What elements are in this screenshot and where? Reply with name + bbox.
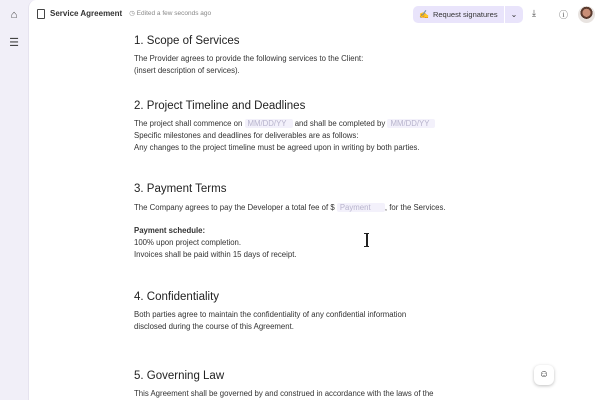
text: The project shall commence on <box>134 119 243 128</box>
avatar[interactable] <box>578 6 595 23</box>
payment-field[interactable]: Payment <box>337 203 385 212</box>
paragraph-line: Invoices shall be paid within 15 days of receipt. <box>134 250 297 259</box>
feedback-smiley-icon[interactable]: ☺ <box>534 365 554 385</box>
help-icon[interactable]: ⓘ <box>559 10 569 20</box>
section-heading: 5. Governing Law <box>134 370 225 382</box>
toolbar <box>29 0 600 30</box>
payment-schedule-label: Payment schedule: <box>134 226 206 235</box>
section-heading: 3. Payment Terms <box>134 183 227 195</box>
download-icon[interactable]: ⤓ <box>532 8 536 18</box>
document-title[interactable]: Service Agreement <box>50 9 123 18</box>
paragraph-line: (insert description of services). <box>134 66 240 75</box>
clock-icon: ◷ <box>129 10 137 17</box>
home-icon[interactable]: ⌂ <box>10 9 18 21</box>
paragraph-line: Both parties agree to maintain the confidentiality of any confidential information <box>134 310 407 319</box>
document-panel <box>28 0 600 400</box>
outline-list-icon[interactable]: ☰ <box>9 37 19 49</box>
paragraph-line <box>134 203 446 212</box>
text: The Company agrees to pay the Developer a total fee of $ <box>134 203 335 212</box>
text-cursor-icon <box>364 233 369 247</box>
paragraph-line: Specific milestones and deadlines for deliverables are as follows: <box>134 131 359 140</box>
edited-status <box>129 8 211 20</box>
paragraph-line: 100% upon project completion. <box>134 238 242 247</box>
paragraph-line: The Provider agrees to provide the following services to the Client: <box>134 54 364 63</box>
request-signatures-button[interactable] <box>413 6 523 23</box>
signature-icon: ✍ <box>419 10 429 19</box>
edited-text: Edited a few seconds ago <box>136 10 212 17</box>
sidebar <box>0 0 28 400</box>
start-date-field[interactable]: MM/DD/YY <box>245 119 293 128</box>
section-heading: 2. Project Timeline and Deadlines <box>134 100 306 112</box>
document-icon <box>37 9 45 19</box>
chevron-down-icon[interactable]: ⌄ <box>510 10 518 19</box>
section-heading: 1. Scope of Services <box>134 35 240 47</box>
text: and shall be completed by <box>294 119 386 128</box>
end-date-field[interactable]: MM/DD/YY <box>387 119 435 128</box>
paragraph-line: This Agreement shall be governed by and construed in accordance with the laws of the <box>134 389 434 398</box>
paragraph-line: disclosed during the course of this Agreement. <box>134 322 294 331</box>
paragraph-line: Any changes to the project timeline must be agreed upon in writing by both parties. <box>134 143 420 152</box>
title-bar <box>50 8 211 20</box>
section-heading: 4. Confidentiality <box>134 291 220 303</box>
paragraph-line <box>134 119 435 128</box>
text: , for the Services. <box>384 203 446 212</box>
request-signatures-label: Request signatures <box>432 10 498 19</box>
